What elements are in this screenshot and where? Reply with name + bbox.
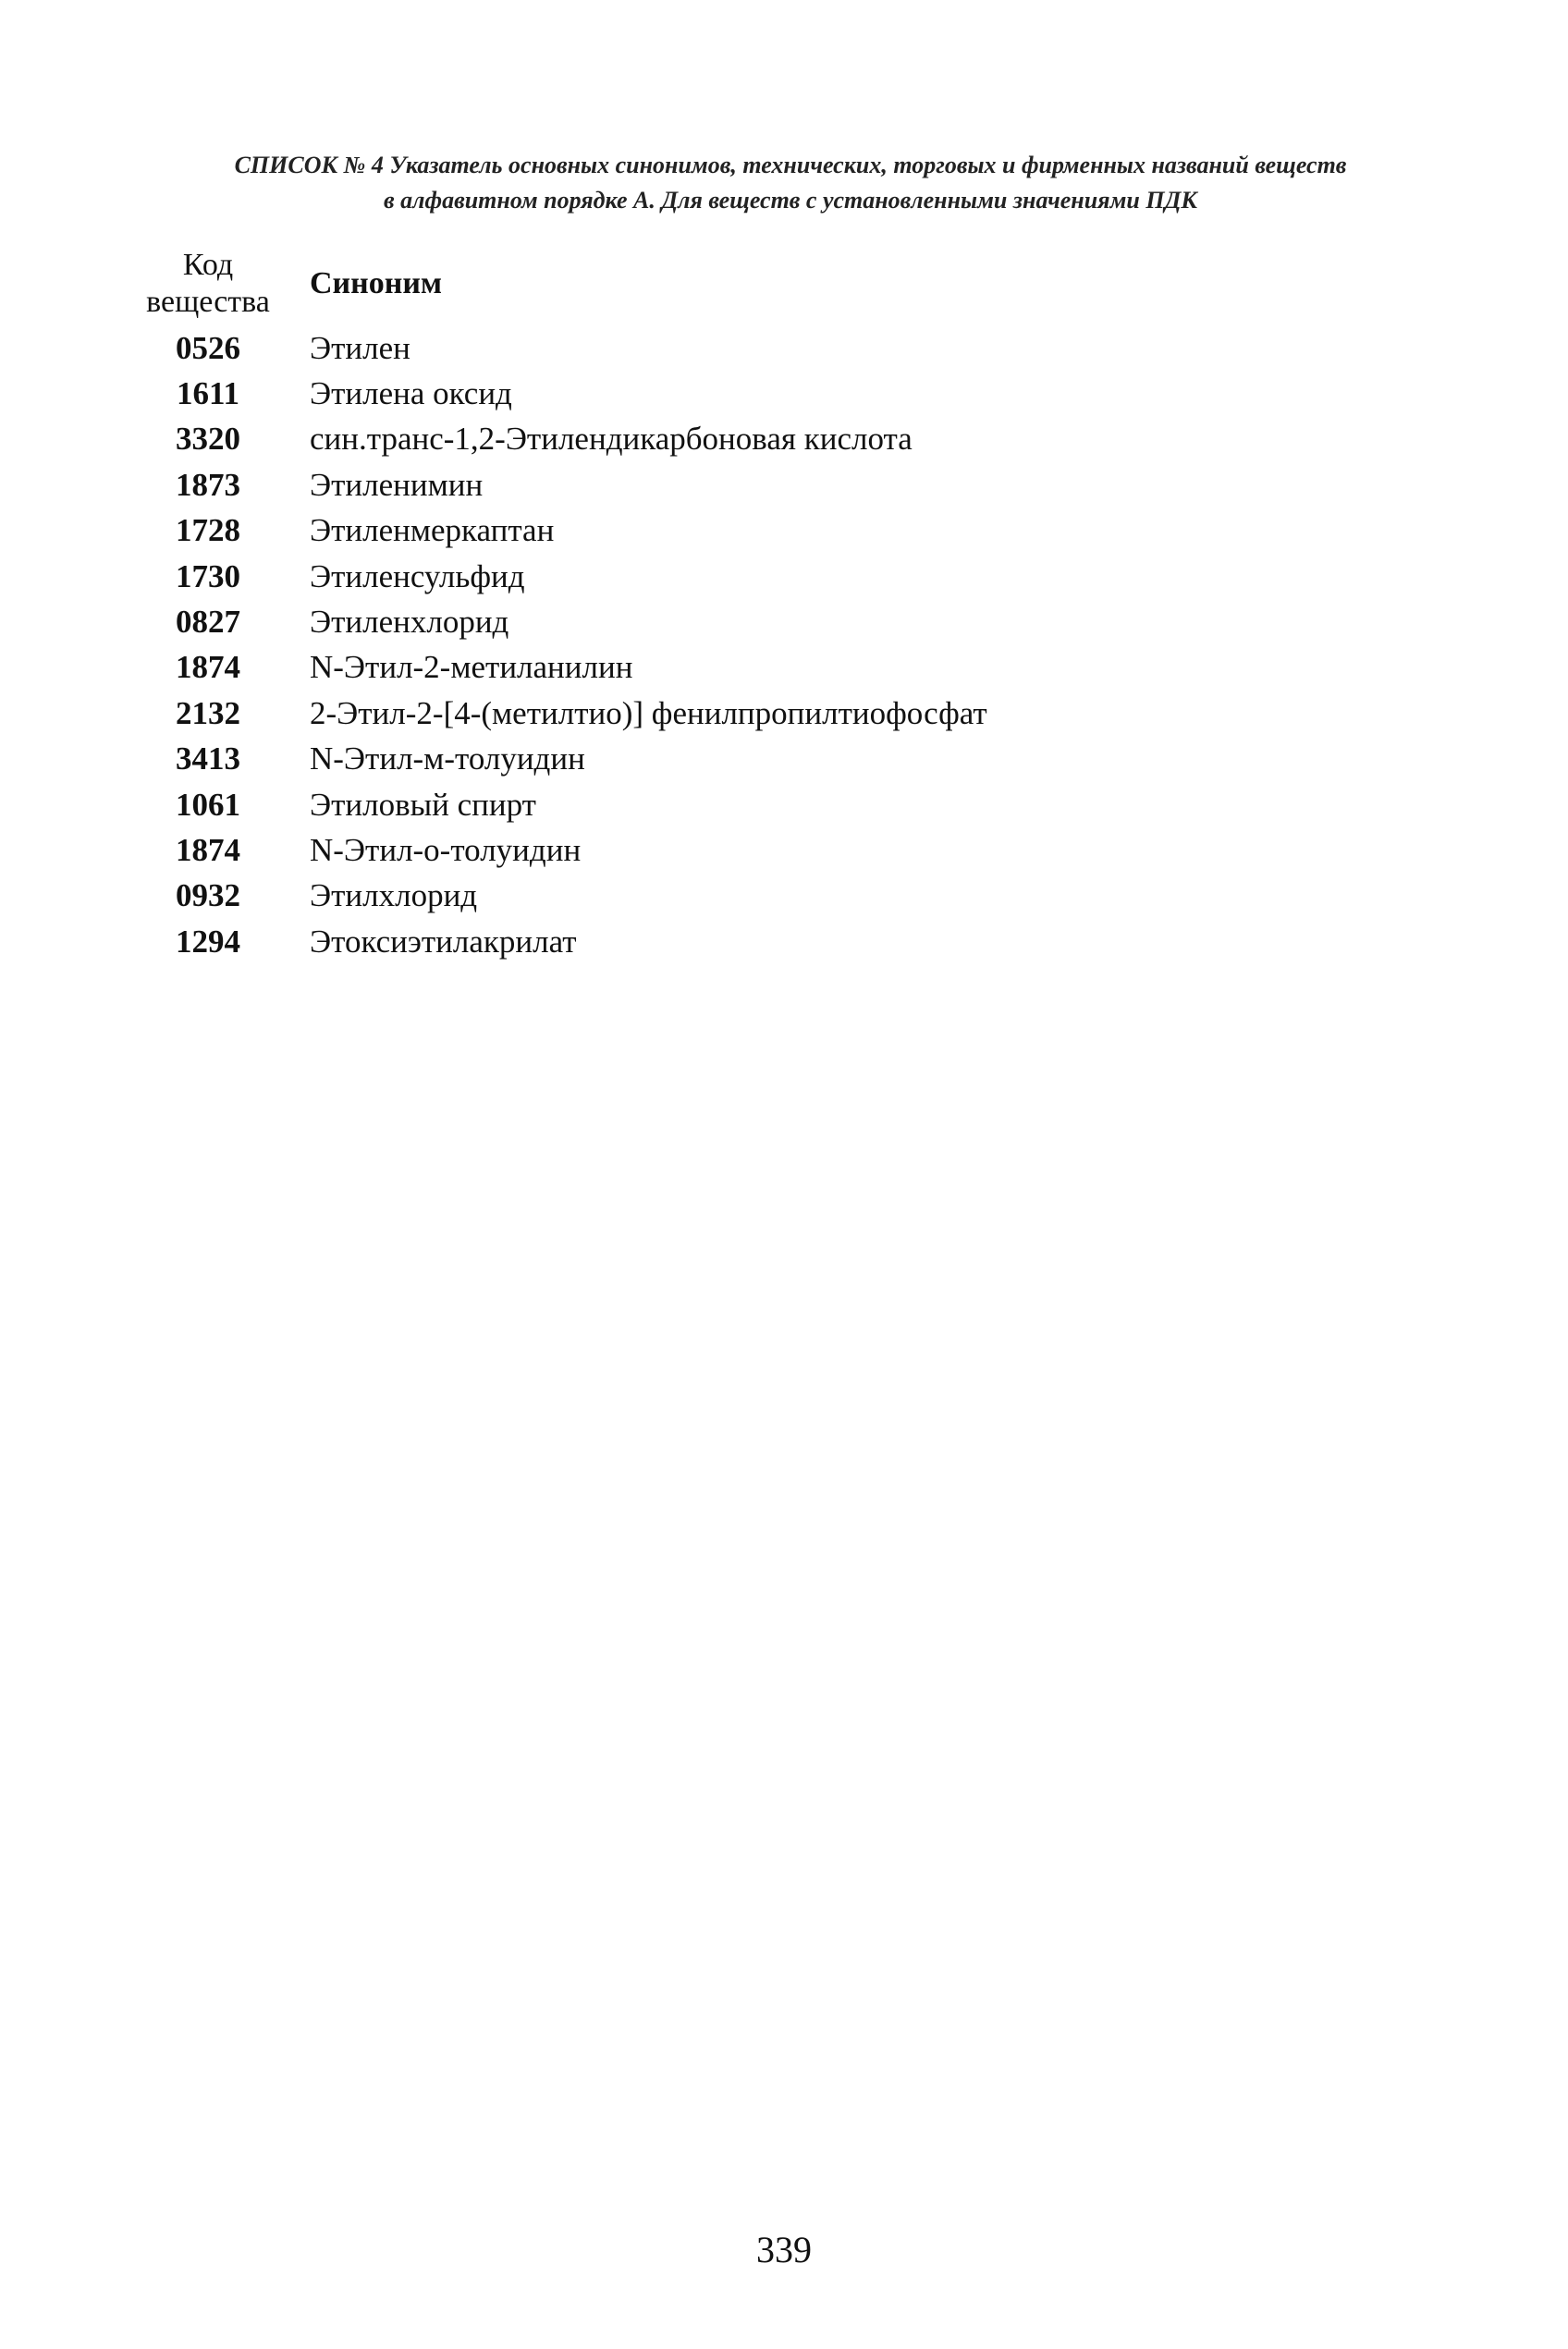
substance-code: 1874 [176, 649, 240, 686]
table-header-row [129, 242, 987, 325]
column-header-synonym: Синоним [310, 266, 443, 300]
page-number: 339 [756, 2229, 812, 2270]
page-header [111, 148, 1470, 218]
column-header-code-line-2: вещества [146, 285, 270, 319]
substance-code: 3413 [176, 740, 240, 777]
header-title-line-2: в алфавитном порядке А. Для веществ с установленными значениями ПДК [384, 187, 1197, 214]
substance-code: 1294 [176, 923, 240, 960]
substance-code: 1611 [176, 375, 240, 412]
table-row [129, 462, 987, 508]
substance-synonym: 2-Этил-2-[4-(метилтио)] фенилпропилтиофосфат [310, 694, 987, 731]
substance-code: 2132 [176, 694, 240, 731]
table-row [129, 508, 987, 554]
substance-code: 0526 [176, 329, 240, 366]
substance-synonym: Этиленсульфид [310, 557, 525, 594]
substance-code: 1874 [176, 831, 240, 868]
substance-synonym: Этилен [310, 329, 410, 366]
substance-synonym: Этиленхлорид [310, 604, 509, 641]
header-title-line-1: СПИСОК № 4 Указатель основных синонимов, технических, торговых и фирменных названий веществ [234, 152, 1347, 178]
table-row [129, 371, 987, 416]
table-row [129, 599, 987, 644]
substance-synonym: Этоксиэтилакрилат [310, 923, 577, 960]
substance-code: 0827 [176, 604, 240, 641]
table-row [129, 737, 987, 782]
column-header-code-line-1: Код [182, 248, 234, 282]
substance-code: 1873 [176, 466, 240, 503]
substance-synonym: Этиленмеркаптан [310, 512, 555, 549]
table-row [129, 325, 987, 371]
synonym-index-table [129, 242, 987, 964]
table-row [129, 827, 987, 873]
substance-code: 3320 [176, 421, 240, 458]
substance-code: 1728 [176, 512, 240, 549]
substance-synonym: N-Этил-о-толуидин [310, 831, 582, 868]
substance-synonym: Этиловый спирт [310, 786, 536, 823]
substance-synonym: Этилена оксид [310, 375, 512, 412]
substance-code: 1730 [176, 557, 240, 594]
substance-synonym: син.транс-1,2-Этилендикарбоновая кислота [310, 421, 913, 458]
table-row [129, 782, 987, 827]
table-row [129, 417, 987, 462]
substance-synonym: Этиленимин [310, 466, 484, 503]
substance-synonym: Этилхлорид [310, 877, 478, 914]
substance-synonym: N-Этил-2-метиланилин [310, 649, 633, 686]
substance-synonym: N-Этил-м-толуидин [310, 740, 585, 777]
substance-code: 0932 [176, 877, 240, 914]
table-row [129, 919, 987, 964]
substance-code: 1061 [176, 786, 240, 823]
table-row [129, 874, 987, 919]
table-row [129, 645, 987, 691]
table-row [129, 554, 987, 599]
column-header-code [129, 242, 287, 325]
table-row [129, 691, 987, 736]
